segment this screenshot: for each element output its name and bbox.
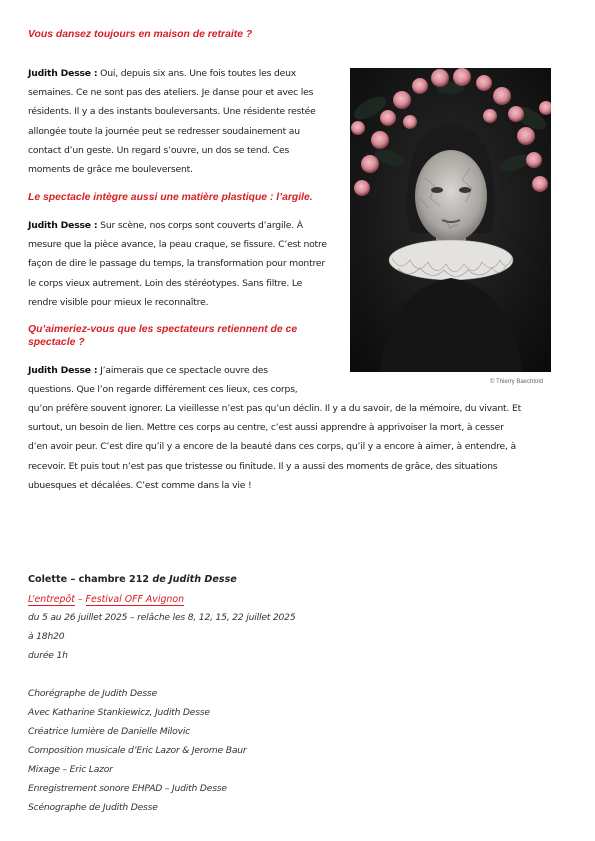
answer-1 [28,64,328,179]
speaker-label: Judith Desse : [28,220,98,231]
answer-3-start: J’aimerais que ce spectacle ouvre des [97,365,268,376]
credit-item: Scénographe de Judith Desse [28,802,158,813]
show-author: de Judith Desse [149,574,237,585]
speaker-label: Judith Desse : [28,68,98,79]
show-title-text: Colette – chambre 212 [28,574,150,585]
question-1: Vous dansez toujours en maison de retraite ? [28,29,253,40]
show-time: à 18h20 [28,631,65,642]
question-3-line-2: spectacle ? [28,337,85,348]
credit-item: Avec Katharine Stankiewicz, Judith Desse [28,707,210,718]
credit-item: Chorégraphe de Judith Desse [28,688,157,699]
show-dates: du 5 au 26 juillet 2025 – relâche les 8, 12, 15, 22 juillet 2025 [28,612,296,623]
festival-link[interactable]: Festival OFF Avignon [85,594,185,605]
question-2: Le spectacle intègre aussi une matière plastique : l’argile. [28,192,313,203]
credit-item: Enregistrement sonore EHPAD – Judith Desse [28,783,227,794]
answer-2 [28,216,328,312]
answer-1-text: Oui, depuis six ans. Une fois toutes les deux semaines. Ce ne sont pas des ateliers. Je danse pour et avec les résidents. Il y a des instants bouleversants. Une résidente restée allongée toute la journée peut se redresser soudainement au contact d’un geste. Un regard s’ouvre, un dos se tend. Ces moments de grâce me bouleversent. [28,68,316,176]
speaker-label: Judith Desse : [28,365,98,376]
show-title [28,570,237,589]
question-3-line-1: Qu’aimeriez-vous que les spectateurs retiennent de ce [28,324,298,335]
link-separator: – [74,594,86,605]
answer-3-line-1 [28,361,268,380]
answer-3-line-2: questions. Que l’on regarde différement ces lieux, ces corps, [28,384,298,395]
answer-2-text: Sur scène, nos corps sont couverts d’argile. À mesure que la pièce avance, la peau craque, se fissure. C’est notre façon de dire le passage du temps, la transformation pour montrer le corps vieux autrement. Loin des stéréotypes. Sans filtre. Le rendre visible pour mieux le reconnaître. [28,220,327,308]
portrait-illustration [350,68,551,372]
credit-item: Mixage – Eric Lazor [28,764,113,775]
credit-item: Créatrice lumière de Danielle Milovic [28,726,191,737]
venue-link[interactable]: L’entrepôt [28,594,75,605]
show-duration: durée 1h [28,650,68,661]
answer-3-rest: qu’on préfère souvent ignorer. La vieillesse n’est pas qu’un déclin. Il y a du savoir, de la mémoire, du vivant. Et surtout, un besoin de lien. Mettre ces corps au centre, c’est aussi apprendre à apprivoiser la mort, à cesser d’en avoir peur. C’est dire qu’il y a encore de la beauté dans ces corps, qu’il y a encore à aimer, à entendre, à recevoir. Et puis tout n’est pas que tristesse ou finitude. Il y a aussi des moments de grâce, des situations ubuesques et décalées. C’est comme dans la vie ! [28,403,522,491]
venue-links [28,590,184,609]
photo-credit: © Thierry Baechtold [490,379,544,385]
credit-item: Composition musicale d’Eric Lazor & Jerome Baur [28,745,247,756]
portrait-photo [350,68,551,372]
